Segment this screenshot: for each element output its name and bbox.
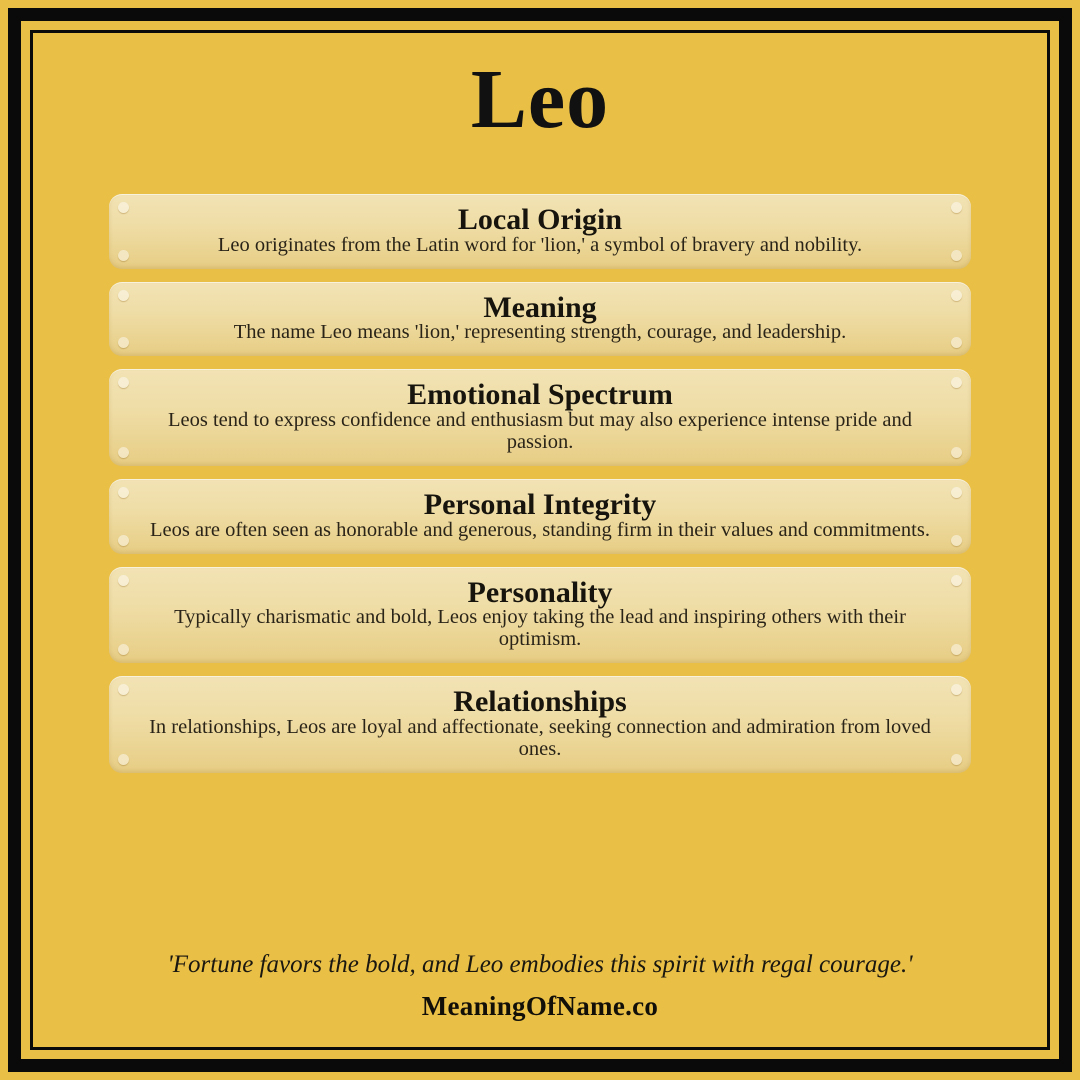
bolt-icon (951, 377, 962, 388)
bolt-icon (951, 250, 962, 261)
section-card-list (109, 194, 971, 773)
bolt-icon (118, 575, 129, 586)
bolt-icon (118, 290, 129, 301)
bolt-icon (951, 447, 962, 458)
section-heading: Emotional Spectrum (407, 378, 673, 412)
bolt-icon (951, 575, 962, 586)
section-heading: Personality (467, 575, 613, 609)
bolt-icon (951, 535, 962, 546)
quote-text: 'Fortune favors the bold, and Leo embodies this spirit with regal courage.' (167, 951, 913, 978)
bolt-icon (118, 535, 129, 546)
poster-content (36, 36, 1044, 1044)
bolt-icon (118, 684, 129, 695)
bolt-icon (951, 644, 962, 655)
bolt-icon (118, 447, 129, 458)
bolt-icon (951, 290, 962, 301)
section-card (109, 567, 971, 664)
bolt-icon (118, 487, 129, 498)
bolt-icon (118, 644, 129, 655)
bolt-icon (951, 487, 962, 498)
bolt-icon (118, 754, 129, 765)
section-heading: Personal Integrity (423, 488, 657, 521)
section-body: Typically charismatic and bold, Leos enjoy taking the lead and inspiring others with their optimism. (174, 606, 906, 651)
section-body: Leos are often seen as honorable and generous, standing firm in their values and commitments. (150, 518, 930, 541)
bolt-icon (951, 202, 962, 213)
section-card (109, 282, 971, 357)
bolt-icon (118, 337, 129, 348)
section-body: The name Leo means 'lion,' representing strength, courage, and leadership. (233, 321, 847, 344)
section-body: In relationships, Leos are loyal and affectionate, seeking connection and admiration from loved ones. (149, 715, 931, 760)
page-title: Leo (470, 53, 610, 146)
section-card (109, 194, 971, 269)
brand-name: MeaningOfName.co (421, 991, 659, 1021)
bolt-icon (118, 202, 129, 213)
bolt-icon (951, 684, 962, 695)
section-heading: Relationships (453, 685, 627, 719)
bolt-icon (118, 250, 129, 261)
section-body: Leos tend to express confidence and enthusiasm but may also experience intense pride and passion. (167, 408, 913, 453)
section-card (109, 369, 971, 466)
section-heading: Meaning (483, 290, 597, 324)
section-card (109, 676, 971, 773)
bolt-icon (951, 754, 962, 765)
bolt-icon (118, 377, 129, 388)
section-heading: Local Origin (457, 203, 623, 236)
section-card (109, 479, 971, 554)
section-body: Leo originates from the Latin word for 'lion,' a symbol of bravery and nobility. (217, 233, 863, 256)
bolt-icon (951, 337, 962, 348)
